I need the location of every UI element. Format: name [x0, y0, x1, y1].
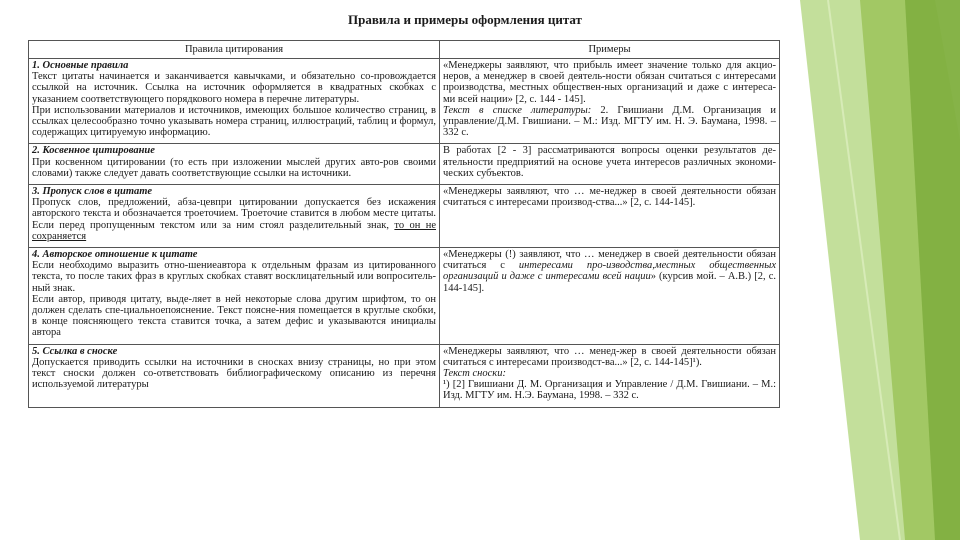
example-cell — [440, 59, 780, 144]
example-cell — [440, 185, 780, 248]
rule-text-main: Пропуск слов, предложений, абза-цевпри цитировании допускается без искажения авторского текста и обозначается троеточием. Троеточие ставится в любом месте цитаты. Если перед пропущенным текстом или за ним стоял разделительный знак, — [32, 197, 436, 231]
example-text-italic: интересами про-изводства,местных общественных организаций и даже с интересами всей нации — [443, 260, 776, 283]
example-reference — [443, 105, 776, 139]
example-text: «Менеджеры заявляют, что … ме-неджер в своей деятельности обязан считаться с интересами производ-ства...» [2, с. 144-145]. — [443, 186, 776, 209]
rule-text: Допускается приводить ссылки на источники в сносках внизу страницы, но при этом текст сноски должен со-ответствовать библиографическому описанию из перечня используемой литературы — [32, 356, 436, 391]
rule-heading: 1. Основные правила — [32, 60, 129, 71]
rule-text-underlined: то он не сохраняется — [32, 219, 436, 242]
example-quote: «Менеджеры заявляют, что прибыль имеет значение только для акцио-неров, а менеджер в своей деятель-ности обязан считаться с интересами производства, местных обществен-ных организаций и даже с интереса-ми всей нации» [2, с. 144 - 145]. — [443, 60, 776, 105]
header-rules: Правила цитирования — [29, 41, 440, 59]
table-row — [29, 59, 780, 144]
table-row — [29, 344, 780, 407]
rule-cell — [29, 59, 440, 144]
table-row — [29, 144, 780, 185]
example-text-end: » (курсив мой. – А.В.) [2, с. 144-145]. — [443, 271, 776, 294]
example-ref-text: 2. Гвишиани Д.М. Организация и управление/Д.М. Гвишиани. – М.: Изд. МГТУ им. Н. Э. Баумана, 1998. – 332 с. — [443, 104, 776, 139]
citation-rules-table — [28, 40, 780, 408]
table-row — [29, 185, 780, 248]
rule-cell — [29, 344, 440, 407]
rule-cell — [29, 248, 440, 345]
example-cell — [440, 248, 780, 345]
rule-heading: 5. Ссылка в сноске — [32, 345, 118, 357]
rule-text: При косвенном цитировании (то есть при изложении мыслей других авто-ров своими словами) также следует давать соответствующие ссылки на источники. — [32, 156, 436, 179]
example-ref-text: ¹) [2] Гвишиани Д. М. Организация и Управление / Д.М. Гвишиани. – М.: Изд. МГТУ им. Н.Э. Баумана, 1998. – 332 с. — [443, 379, 776, 402]
rule-heading: 4. Авторское отношение к цитате — [32, 249, 198, 261]
example-cell — [440, 344, 780, 407]
slide-title: Правила и примеры оформления цитат — [348, 12, 582, 27]
rule-cell — [29, 144, 440, 185]
rule-text: Если необходимо выразить отно-шениеавтора к отдельным фразам из цитированного текста, то после таких фраз в круглых скобках ставят восклицательный или вопроситель-ный знак. — [32, 260, 436, 294]
example-text-start: «Менеджеры (!) заявляют, что … менеджер в своей деятельности обязан считаться с — [443, 249, 776, 272]
example-label: Текст в списке литературы: — [443, 104, 592, 116]
example-text: В работах [2 - 3] рассматриваются вопросы оценки результатов де-ятельности предприятий на основе учета интересов различных экономи-ческих субъектов. — [443, 145, 776, 179]
example-cell — [440, 144, 780, 185]
rule-text: Если автор, приводя цитату, выде-ляет в ней некоторые слова другим шрифтом, то он должен сделать спе-циальноепояснение. Текст поясне-ния помещается в круглые скобки, в конце поясняющего текста ставится точка, а затем дефис и указываются инициалы автора — [32, 293, 436, 339]
rule-cell — [29, 185, 440, 248]
rule-text — [32, 197, 436, 242]
rule-heading: 3. Пропуск слов в цитате — [32, 186, 152, 198]
table-header-row — [29, 41, 780, 59]
rule-text: Текст цитаты начинается и заканчивается кавычками, и обязательно со-провождается ссылкой на источник. Ссылка на источник оформляется в квадратных скобках с указанием соответствующего порядкового номера в перечне литературы. — [32, 71, 436, 105]
rule-heading: 2. Косвенное цитирование — [32, 145, 155, 157]
header-examples: Примеры — [440, 41, 780, 59]
rule-text: При использовании материалов и источников, имеющих большое количество страниц, в ссылках целесообразно точно указывать номера страниц, иллюстраций, таблиц и формул, содержащих цитируемую информацию. — [32, 104, 436, 139]
example-label: Текст сноски: — [443, 368, 506, 380]
example-quote: «Менеджеры заявляют, что … менед-жер в своей деятельности обязан считаться с интересами производст-ва...» [2, с. 144-145]¹). — [443, 345, 776, 368]
example-text — [443, 249, 776, 294]
table-row — [29, 248, 780, 345]
